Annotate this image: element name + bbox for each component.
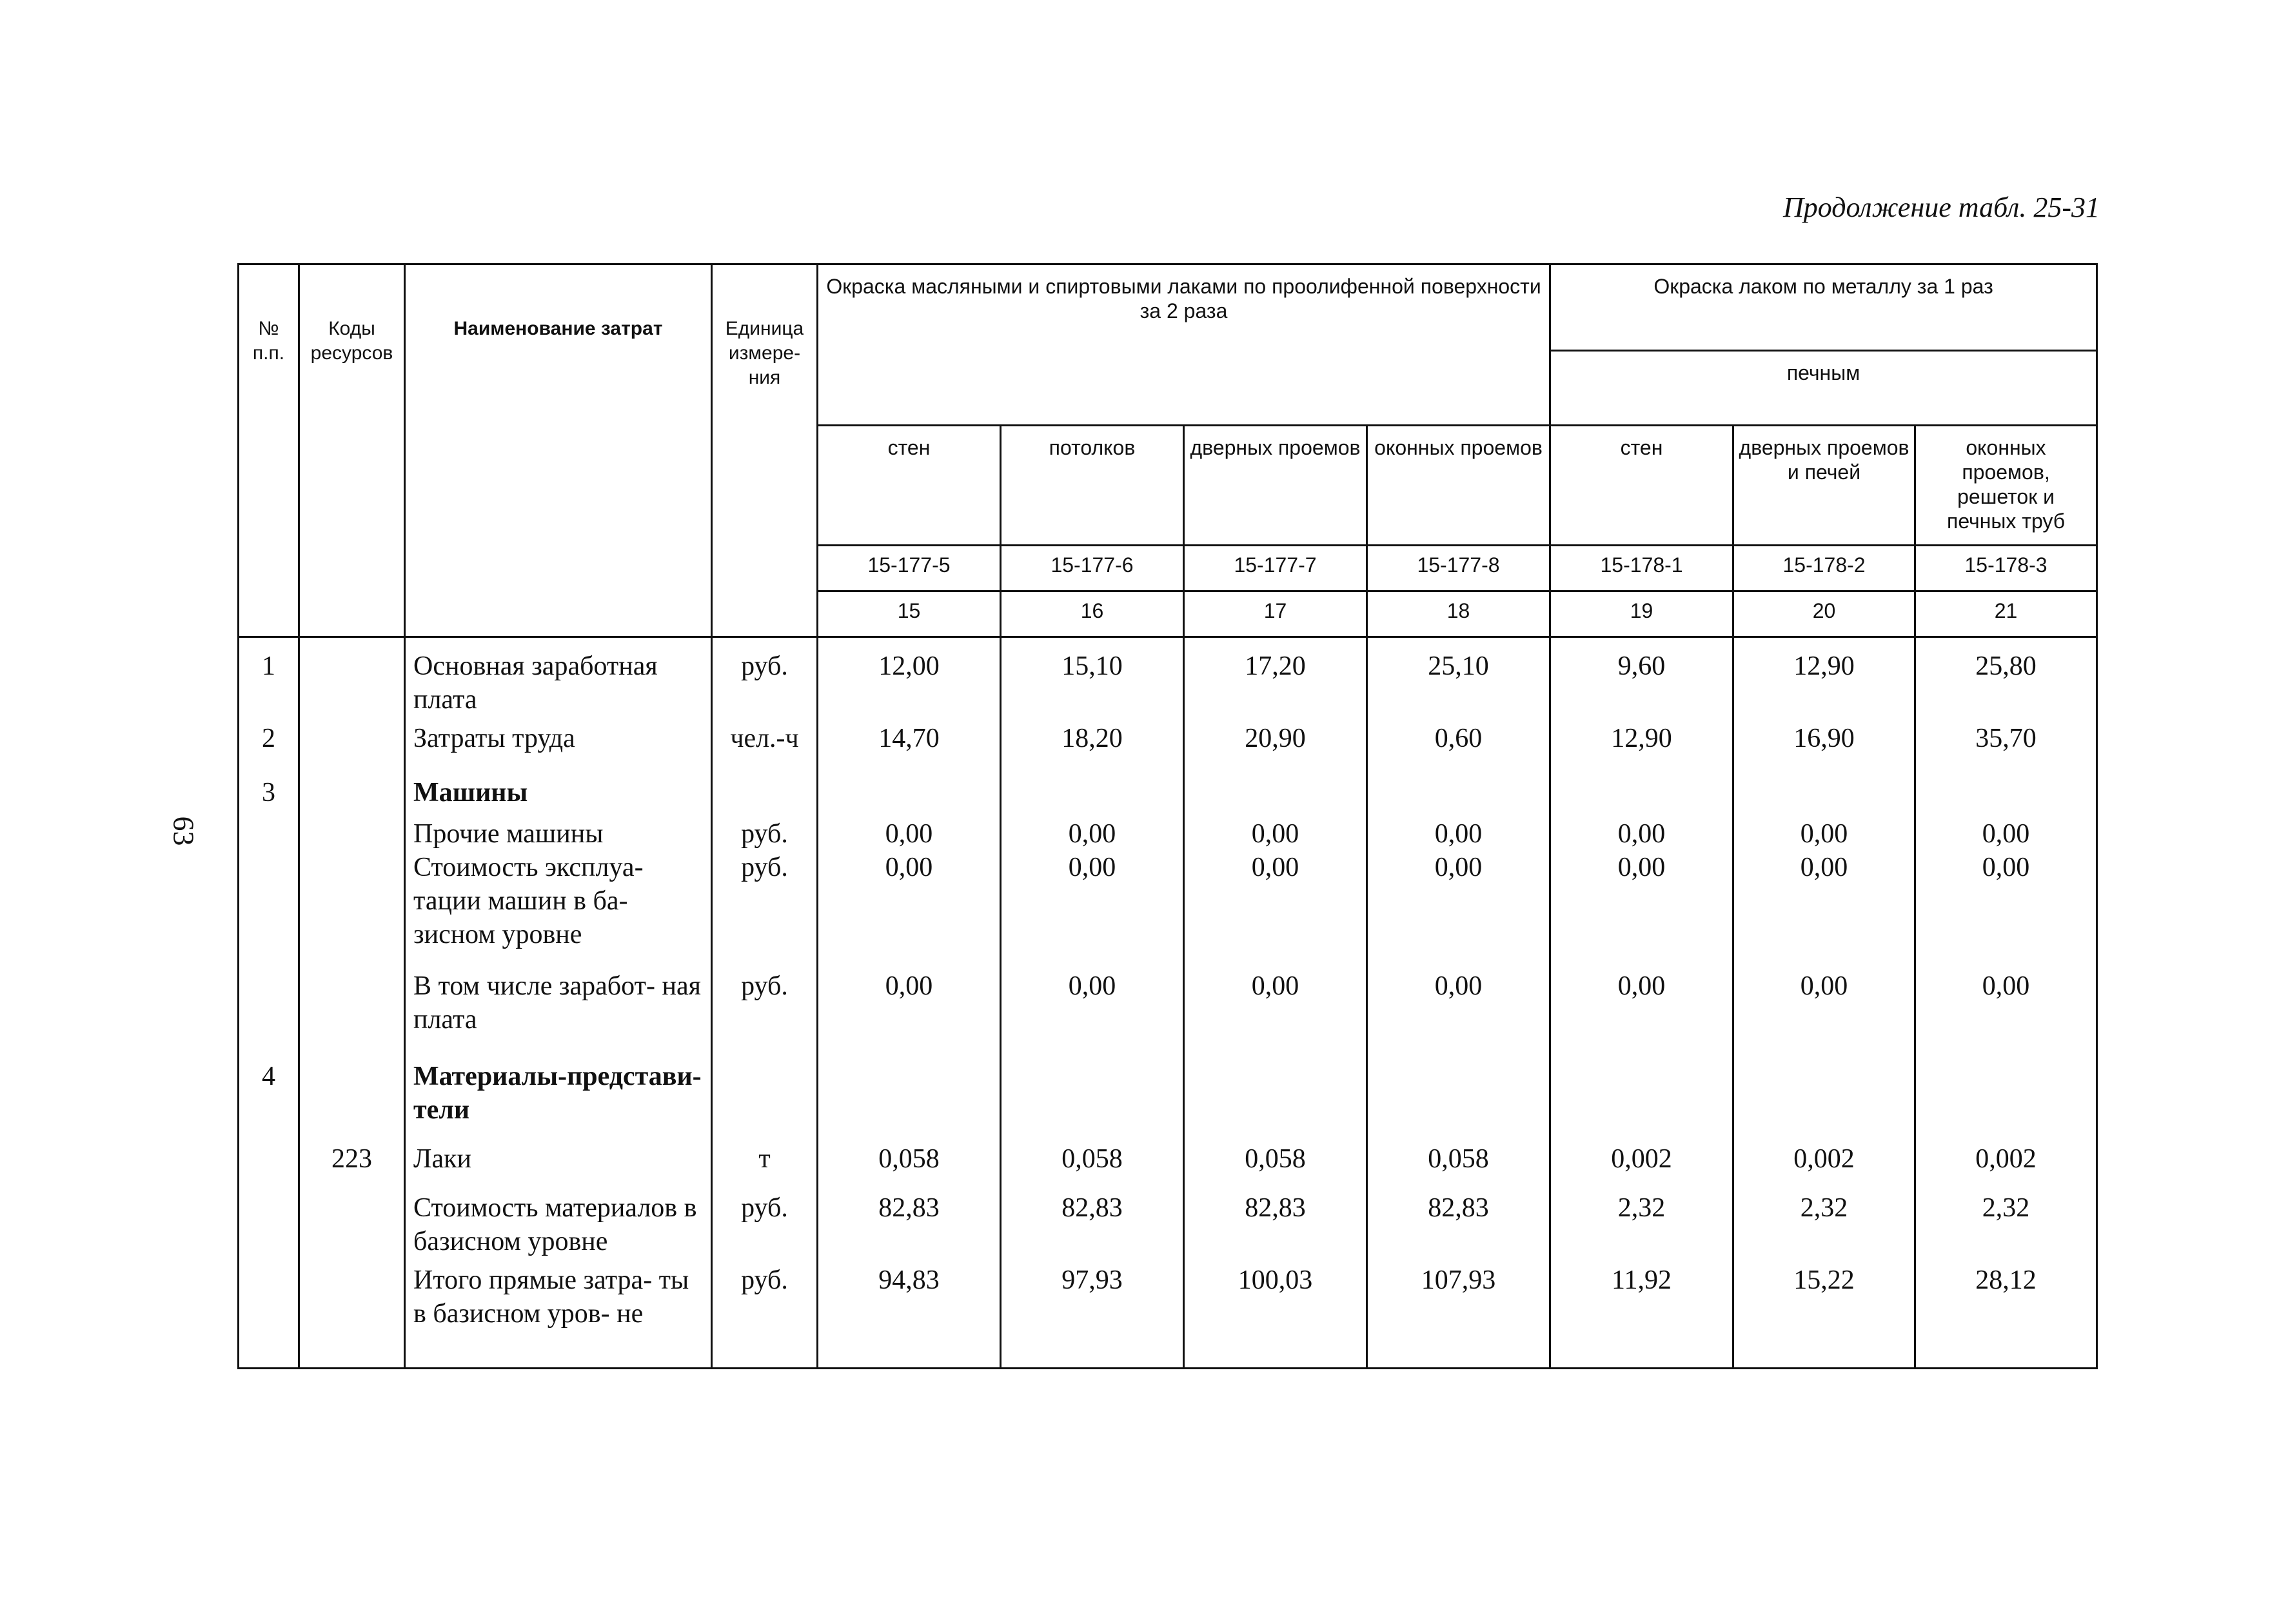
col-code: 15-178-3 bbox=[1915, 546, 2097, 591]
col-number: 18 bbox=[1367, 591, 1550, 637]
col-label: оконных проемов bbox=[1367, 426, 1550, 546]
table-row bbox=[239, 1186, 2097, 1258]
row-value: 20,90 bbox=[1184, 717, 1367, 771]
col-label: потолков bbox=[1001, 426, 1184, 546]
row-value: 0,00 bbox=[1915, 817, 2097, 851]
row-no bbox=[239, 1258, 299, 1368]
row-no bbox=[239, 1186, 299, 1258]
table-row bbox=[239, 717, 2097, 771]
col-label: оконных проемов, решеток и печных труб bbox=[1915, 426, 2097, 546]
row-value: 0,00 bbox=[1550, 851, 1733, 964]
row-name: Прочие машины bbox=[405, 817, 712, 851]
header-group-oil-varnish: Окраска масляными и спиртовыми лаками по проолифенной поверхности за 2 раза bbox=[818, 264, 1550, 426]
table-row-section bbox=[239, 771, 2097, 817]
row-unit: чел.-ч bbox=[712, 717, 818, 771]
row-value: 17,20 bbox=[1184, 637, 1367, 717]
row-name: Затраты труда bbox=[405, 717, 712, 771]
row-unit: руб. bbox=[712, 637, 818, 717]
header-name: Наименование затрат bbox=[405, 264, 712, 637]
table-body bbox=[239, 637, 2097, 1369]
row-value: 0,058 bbox=[1184, 1137, 1367, 1186]
row-value: 15,22 bbox=[1733, 1258, 1915, 1368]
row-value: 0,002 bbox=[1915, 1137, 2097, 1186]
col-code: 15-177-8 bbox=[1367, 546, 1550, 591]
row-code bbox=[299, 1055, 405, 1137]
row-value bbox=[1733, 771, 1915, 817]
row-code: 223 bbox=[299, 1137, 405, 1186]
row-value: 82,83 bbox=[1184, 1186, 1367, 1258]
row-no: 3 bbox=[239, 771, 299, 817]
row-code bbox=[299, 817, 405, 851]
row-value: 28,12 bbox=[1915, 1258, 2097, 1368]
row-value: 14,70 bbox=[818, 717, 1001, 771]
row-value: 0,00 bbox=[1733, 817, 1915, 851]
row-no bbox=[239, 1137, 299, 1186]
row-section-title: Машины bbox=[405, 771, 712, 817]
row-value: 12,00 bbox=[818, 637, 1001, 717]
row-value bbox=[1367, 1055, 1550, 1137]
row-value: 0,058 bbox=[1367, 1137, 1550, 1186]
col-label: стен bbox=[818, 426, 1001, 546]
row-no bbox=[239, 817, 299, 851]
table-caption: Продолжение табл. 25-31 bbox=[1783, 192, 2100, 223]
row-value: 9,60 bbox=[1550, 637, 1733, 717]
row-value bbox=[1915, 771, 2097, 817]
row-value: 0,058 bbox=[818, 1137, 1001, 1186]
row-name: Итого прямые затра- ты в базисном уров- не bbox=[405, 1258, 712, 1368]
row-value bbox=[1733, 1055, 1915, 1137]
row-name: Основная заработная плата bbox=[405, 637, 712, 717]
col-code: 15-177-5 bbox=[818, 546, 1001, 591]
row-code bbox=[299, 964, 405, 1055]
col-number: 20 bbox=[1733, 591, 1915, 637]
row-name: Стоимость эксплуа- тации машин в ба- зисном уровне bbox=[405, 851, 712, 964]
row-value: 100,03 bbox=[1184, 1258, 1367, 1368]
row-value: 97,93 bbox=[1001, 1258, 1184, 1368]
table-row bbox=[239, 817, 2097, 851]
header-group-metal-varnish: Окраска лаком по металлу за 1 раз bbox=[1550, 264, 2097, 351]
row-value: 0,00 bbox=[1184, 964, 1367, 1055]
row-code bbox=[299, 717, 405, 771]
row-section-title: Материалы-представи- тели bbox=[405, 1055, 712, 1137]
row-unit: руб. bbox=[712, 1258, 818, 1368]
row-value bbox=[1367, 771, 1550, 817]
row-value: 12,90 bbox=[1733, 637, 1915, 717]
row-name: Лаки bbox=[405, 1137, 712, 1186]
row-value: 0,002 bbox=[1733, 1137, 1915, 1186]
row-value bbox=[1550, 771, 1733, 817]
row-code bbox=[299, 1258, 405, 1368]
row-no: 2 bbox=[239, 717, 299, 771]
header-group-metal-sub: печным bbox=[1550, 351, 2097, 426]
row-value: 18,20 bbox=[1001, 717, 1184, 771]
row-value: 0,00 bbox=[1001, 851, 1184, 964]
row-value: 0,00 bbox=[818, 964, 1001, 1055]
row-unit: руб. bbox=[712, 1186, 818, 1258]
row-no: 4 bbox=[239, 1055, 299, 1137]
col-label: дверных проемов и печей bbox=[1733, 426, 1915, 546]
row-value: 25,80 bbox=[1915, 637, 2097, 717]
col-number: 19 bbox=[1550, 591, 1733, 637]
row-value bbox=[818, 771, 1001, 817]
col-label: стен bbox=[1550, 426, 1733, 546]
row-value bbox=[1001, 1055, 1184, 1137]
row-value: 107,93 bbox=[1367, 1258, 1550, 1368]
row-code bbox=[299, 1186, 405, 1258]
row-value bbox=[1184, 771, 1367, 817]
col-number: 17 bbox=[1184, 591, 1367, 637]
row-name: Стоимость материалов в базисном уровне bbox=[405, 1186, 712, 1258]
table-row-section bbox=[239, 1055, 2097, 1137]
row-value: 0,00 bbox=[1915, 851, 2097, 964]
row-value bbox=[1915, 1055, 2097, 1137]
row-value: 25,10 bbox=[1367, 637, 1550, 717]
col-number: 15 bbox=[818, 591, 1001, 637]
row-unit: руб. bbox=[712, 817, 818, 851]
row-value: 0,60 bbox=[1367, 717, 1550, 771]
row-value: 0,00 bbox=[1733, 964, 1915, 1055]
row-value: 82,83 bbox=[1001, 1186, 1184, 1258]
col-number: 16 bbox=[1001, 591, 1184, 637]
table-header bbox=[239, 264, 2097, 637]
row-value: 35,70 bbox=[1915, 717, 2097, 771]
page-number: 63 bbox=[167, 816, 201, 846]
row-value: 0,00 bbox=[818, 817, 1001, 851]
table-row bbox=[239, 964, 2097, 1055]
row-value: 94,83 bbox=[818, 1258, 1001, 1368]
row-value: 2,32 bbox=[1733, 1186, 1915, 1258]
row-value: 0,058 bbox=[1001, 1137, 1184, 1186]
row-value bbox=[818, 1055, 1001, 1137]
row-value: 0,00 bbox=[1367, 851, 1550, 964]
header-no: № п.п. bbox=[239, 264, 299, 637]
row-value: 82,83 bbox=[1367, 1186, 1550, 1258]
row-code bbox=[299, 637, 405, 717]
row-value bbox=[1001, 771, 1184, 817]
row-value: 2,32 bbox=[1915, 1186, 2097, 1258]
col-label: дверных проемов bbox=[1184, 426, 1367, 546]
row-value: 82,83 bbox=[818, 1186, 1001, 1258]
row-value: 12,90 bbox=[1550, 717, 1733, 771]
row-no: 1 bbox=[239, 637, 299, 717]
row-value: 0,00 bbox=[1367, 964, 1550, 1055]
row-no bbox=[239, 851, 299, 964]
table-row-total bbox=[239, 1258, 2097, 1368]
table-row bbox=[239, 851, 2097, 964]
row-value: 15,10 bbox=[1001, 637, 1184, 717]
row-value: 11,92 bbox=[1550, 1258, 1733, 1368]
header-codes: Коды ресурсов bbox=[299, 264, 405, 637]
row-value: 0,00 bbox=[1915, 964, 2097, 1055]
col-number: 21 bbox=[1915, 591, 2097, 637]
row-code bbox=[299, 771, 405, 817]
row-unit: т bbox=[712, 1137, 818, 1186]
row-unit bbox=[712, 771, 818, 817]
row-value: 0,00 bbox=[1367, 817, 1550, 851]
row-value: 16,90 bbox=[1733, 717, 1915, 771]
row-value: 0,00 bbox=[1550, 817, 1733, 851]
row-value: 0,00 bbox=[1733, 851, 1915, 964]
row-no bbox=[239, 964, 299, 1055]
col-code: 15-177-6 bbox=[1001, 546, 1184, 591]
cost-table bbox=[237, 263, 2098, 1369]
row-unit: руб. bbox=[712, 851, 818, 964]
row-value: 0,00 bbox=[1001, 817, 1184, 851]
table-row bbox=[239, 1137, 2097, 1186]
col-code: 15-178-2 bbox=[1733, 546, 1915, 591]
col-code: 15-177-7 bbox=[1184, 546, 1367, 591]
row-value bbox=[1184, 1055, 1367, 1137]
row-value: 0,00 bbox=[1550, 964, 1733, 1055]
row-code bbox=[299, 851, 405, 964]
row-unit: руб. bbox=[712, 964, 818, 1055]
row-value: 0,002 bbox=[1550, 1137, 1733, 1186]
table-row bbox=[239, 637, 2097, 717]
row-value: 0,00 bbox=[818, 851, 1001, 964]
row-name: В том числе заработ- ная плата bbox=[405, 964, 712, 1055]
row-value: 0,00 bbox=[1001, 964, 1184, 1055]
row-value: 2,32 bbox=[1550, 1186, 1733, 1258]
row-value bbox=[1550, 1055, 1733, 1137]
row-value: 0,00 bbox=[1184, 851, 1367, 964]
col-code: 15-178-1 bbox=[1550, 546, 1733, 591]
row-value: 0,00 bbox=[1184, 817, 1367, 851]
row-unit bbox=[712, 1055, 818, 1137]
header-unit: Единица измере- ния bbox=[712, 264, 818, 637]
